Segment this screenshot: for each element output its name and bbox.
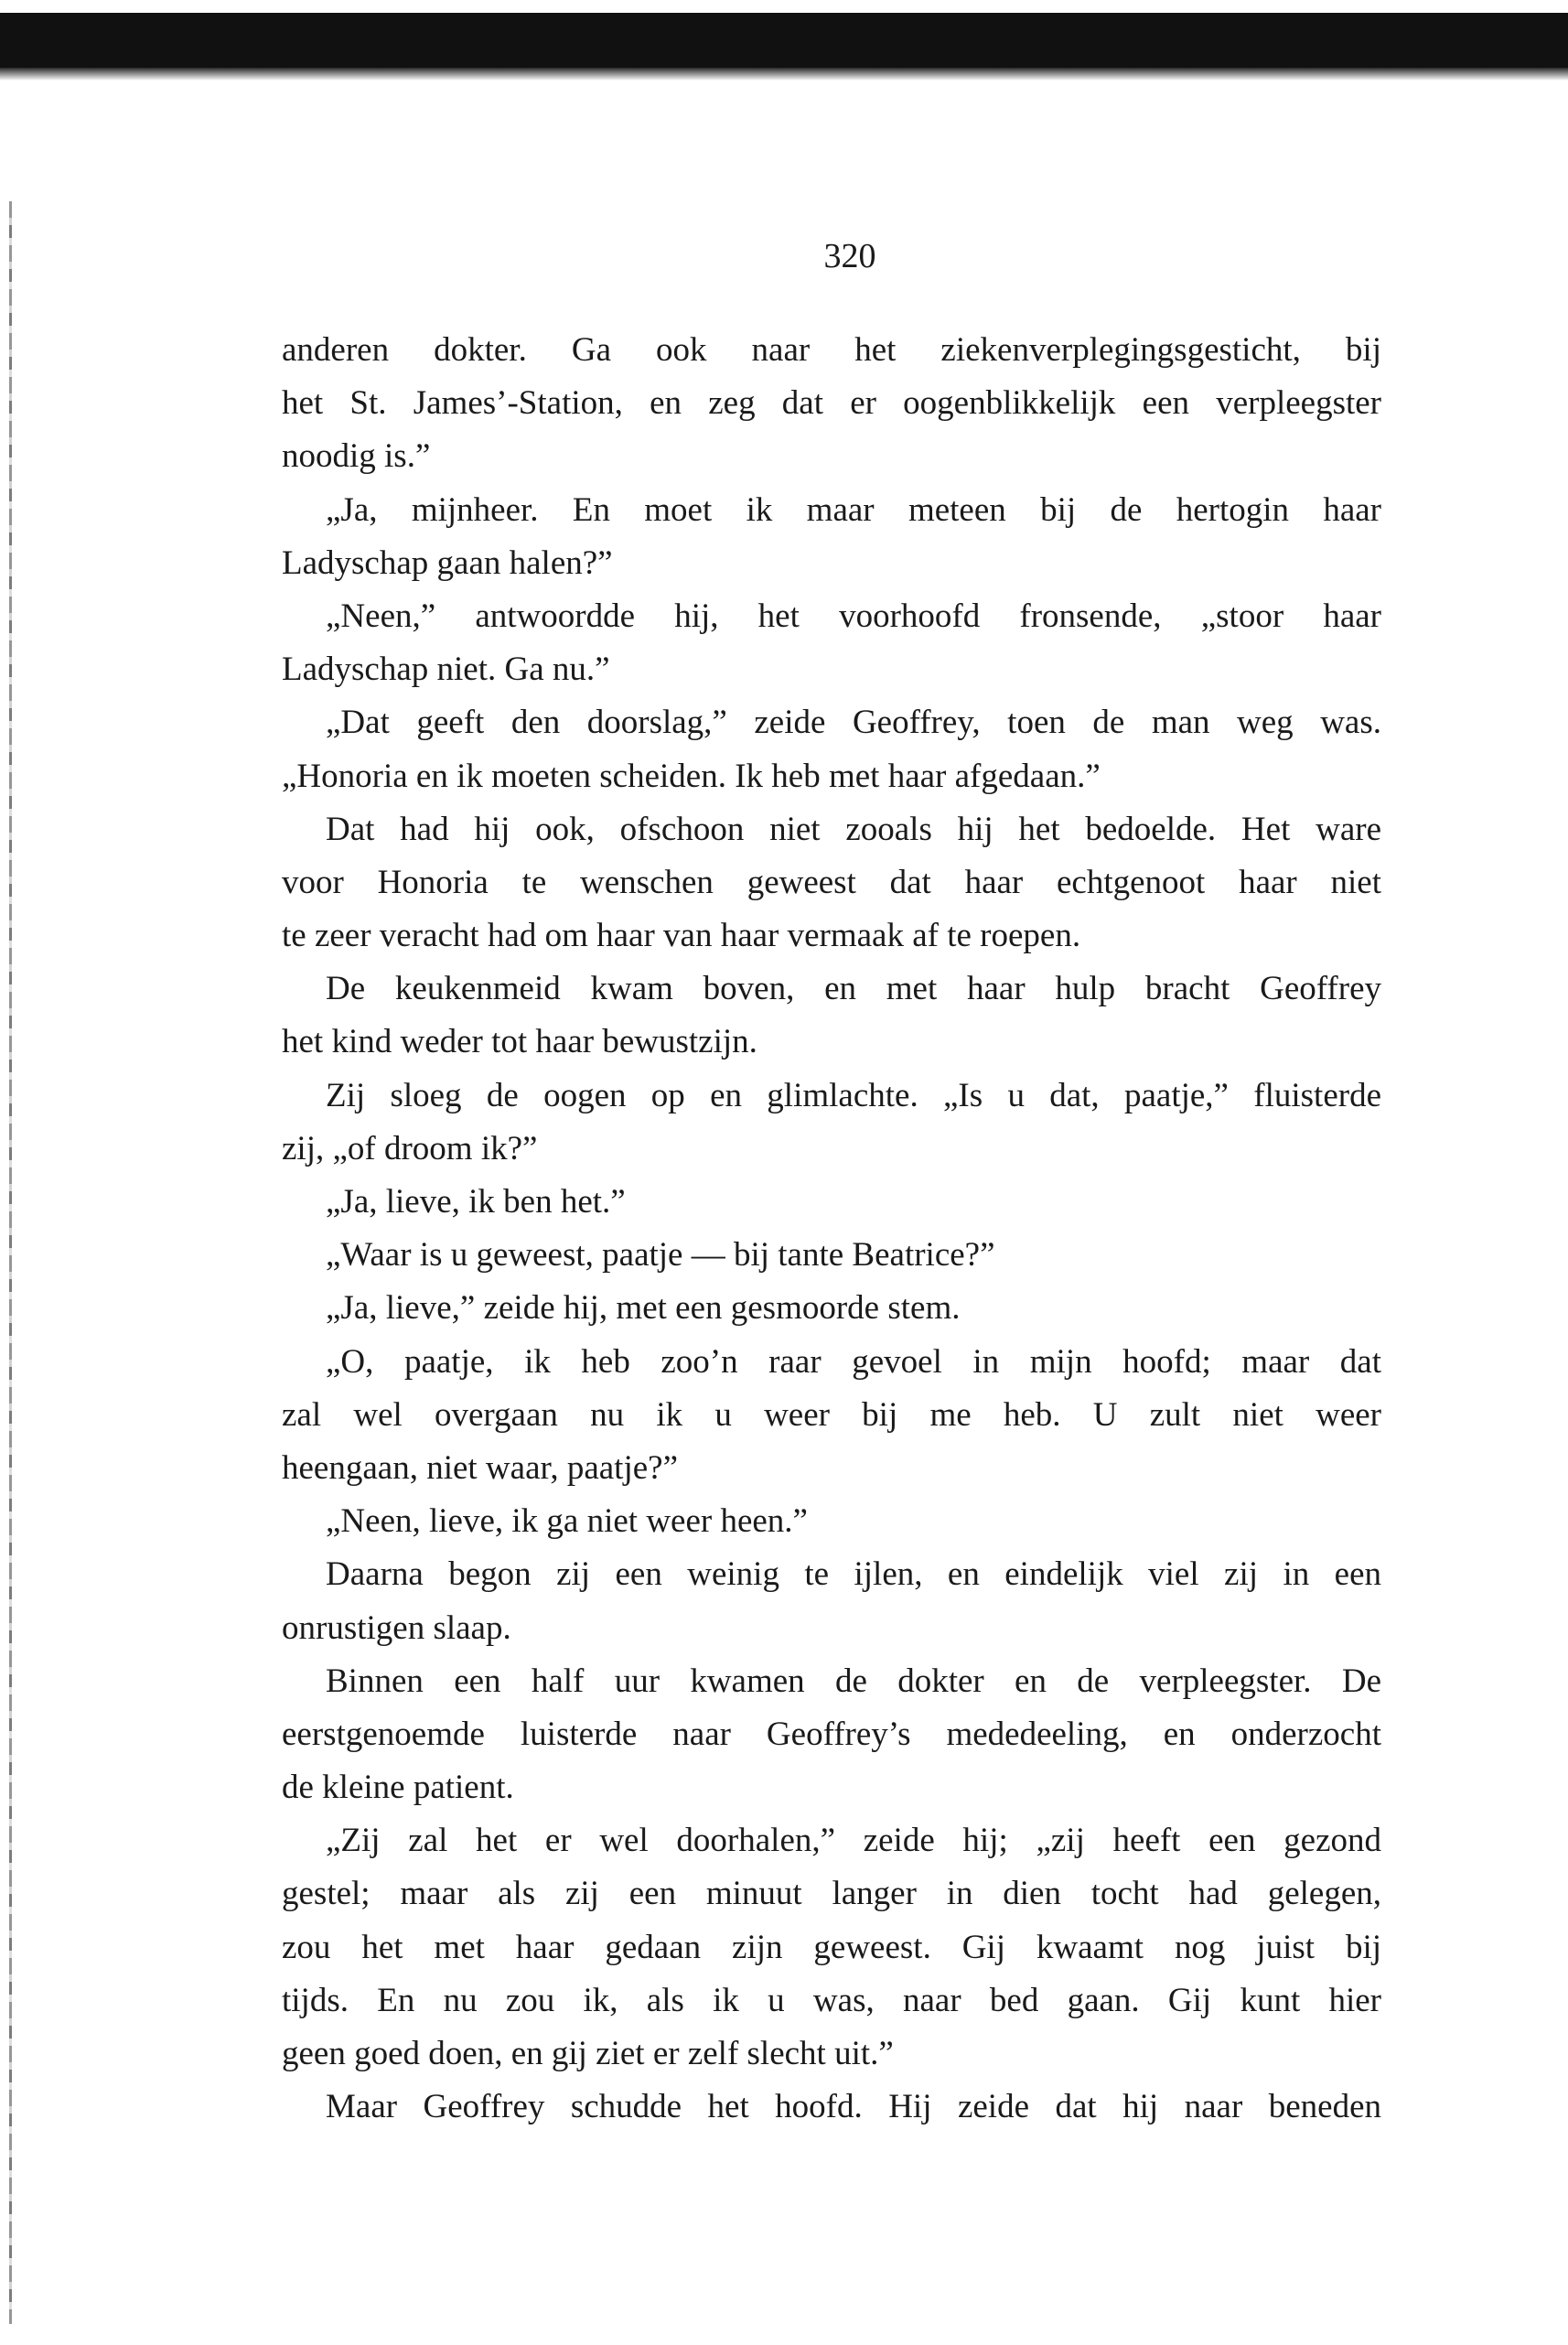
text-line: Ladyschap niet. Ga nu.” — [282, 651, 610, 689]
text-line: Zij sloeg de oogen op en glimlachte. „Is u dat, paatje,” fluisterde — [326, 1076, 1381, 1114]
scan-left-edge — [9, 201, 12, 2324]
text-line: Dat had hij ook, ofschoon niet zooals hij het bedoelde. Het ware — [326, 810, 1381, 848]
text-line: zou het met haar gedaan zijn geweest. Gij kwaamt nog juist bij — [282, 1928, 1381, 1966]
text-line: tijds. En nu zou ik, als ik u was, naar bed gaan. Gij kunt hier — [282, 1981, 1381, 2019]
text-line: heengaan, niet waar, paatje?” — [282, 1448, 678, 1487]
text-line: Ladyschap gaan halen?” — [282, 543, 613, 582]
text-line: De keukenmeid kwam boven, en met haar hulp bracht Geoffrey — [326, 970, 1381, 1008]
text-line: „Ja, mijnheer. En moet ik maar meteen bij de hertogin haar — [326, 490, 1381, 529]
text-line: „Neen, lieve, ik ga niet weer heen.” — [326, 1502, 808, 1541]
text-line: zij, „of droom ik?” — [282, 1129, 538, 1167]
text-line: noodig is.” — [282, 437, 431, 476]
text-line: het kind weder tot haar bewustzijn. — [282, 1023, 757, 1061]
text-line: de kleine patient. — [282, 1769, 514, 1807]
text-line: Daarna begon zij een weinig te ijlen, en eindelijk viel zij in een — [326, 1555, 1381, 1594]
text-line: te zeer veracht had om haar van haar vermaak af te roepen. — [282, 917, 1081, 955]
scan-top-bar-shadow — [0, 68, 1568, 81]
page-text — [282, 324, 1381, 2134]
text-line: het St. James’-Station, en zeg dat er oogenblikkelijk een verpleegster — [282, 384, 1381, 423]
text-line: „O, paatje, ik heb zoo’n raar gevoel in mijn hoofd; maar dat — [326, 1342, 1381, 1381]
text-line: „Dat geeft den doorslag,” zeide Geoffrey, toen de man weg was. — [326, 704, 1381, 742]
text-line: „Neen,” antwoordde hij, het voorhoofd fronsende, „stoor haar — [326, 597, 1381, 635]
text-line: „Honoria en ik moeten scheiden. Ik heb met haar afgedaan.” — [282, 757, 1101, 795]
text-line: „Waar is u geweest, paatje — bij tante Beatrice?” — [326, 1236, 995, 1275]
text-line: „Ja, lieve, ik ben het.” — [326, 1183, 626, 1221]
text-line: anderen dokter. Ga ook naar het ziekenverplegingsgesticht, bij — [282, 331, 1381, 369]
text-line: „Zij zal het er wel doorhalen,” zeide hij; „zij heeft een gezond — [326, 1822, 1381, 1860]
text-line: Maar Geoffrey schudde het hoofd. Hij zeide dat hij naar beneden — [326, 2088, 1381, 2126]
text-line: zal wel overgaan nu ik u weer bij me heb. U zult niet weer — [282, 1395, 1381, 1434]
text-line: geen goed doen, en gij ziet er zelf slecht uit.” — [282, 2035, 894, 2072]
text-line: eerstgenoemde luisterde naar Geoffrey’s mededeeling, en onderzocht — [282, 1715, 1381, 1753]
text-line: gestel; maar als zij een minuut langer in dien tocht had gelegen, — [282, 1875, 1381, 1913]
page-number: 320 — [823, 237, 876, 275]
text-line: Binnen een half uur kwamen de dokter en de verpleegster. De — [326, 1662, 1381, 1700]
book-page — [282, 229, 1381, 2134]
scan-top-bar — [0, 13, 1568, 68]
text-line: voor Honoria te wenschen geweest dat haar echtgenoot haar niet — [282, 863, 1381, 901]
text-line: onrustigen slaap. — [282, 1608, 511, 1647]
text-line: „Ja, lieve,” zeide hij, met een gesmoorde stem. — [326, 1289, 961, 1328]
